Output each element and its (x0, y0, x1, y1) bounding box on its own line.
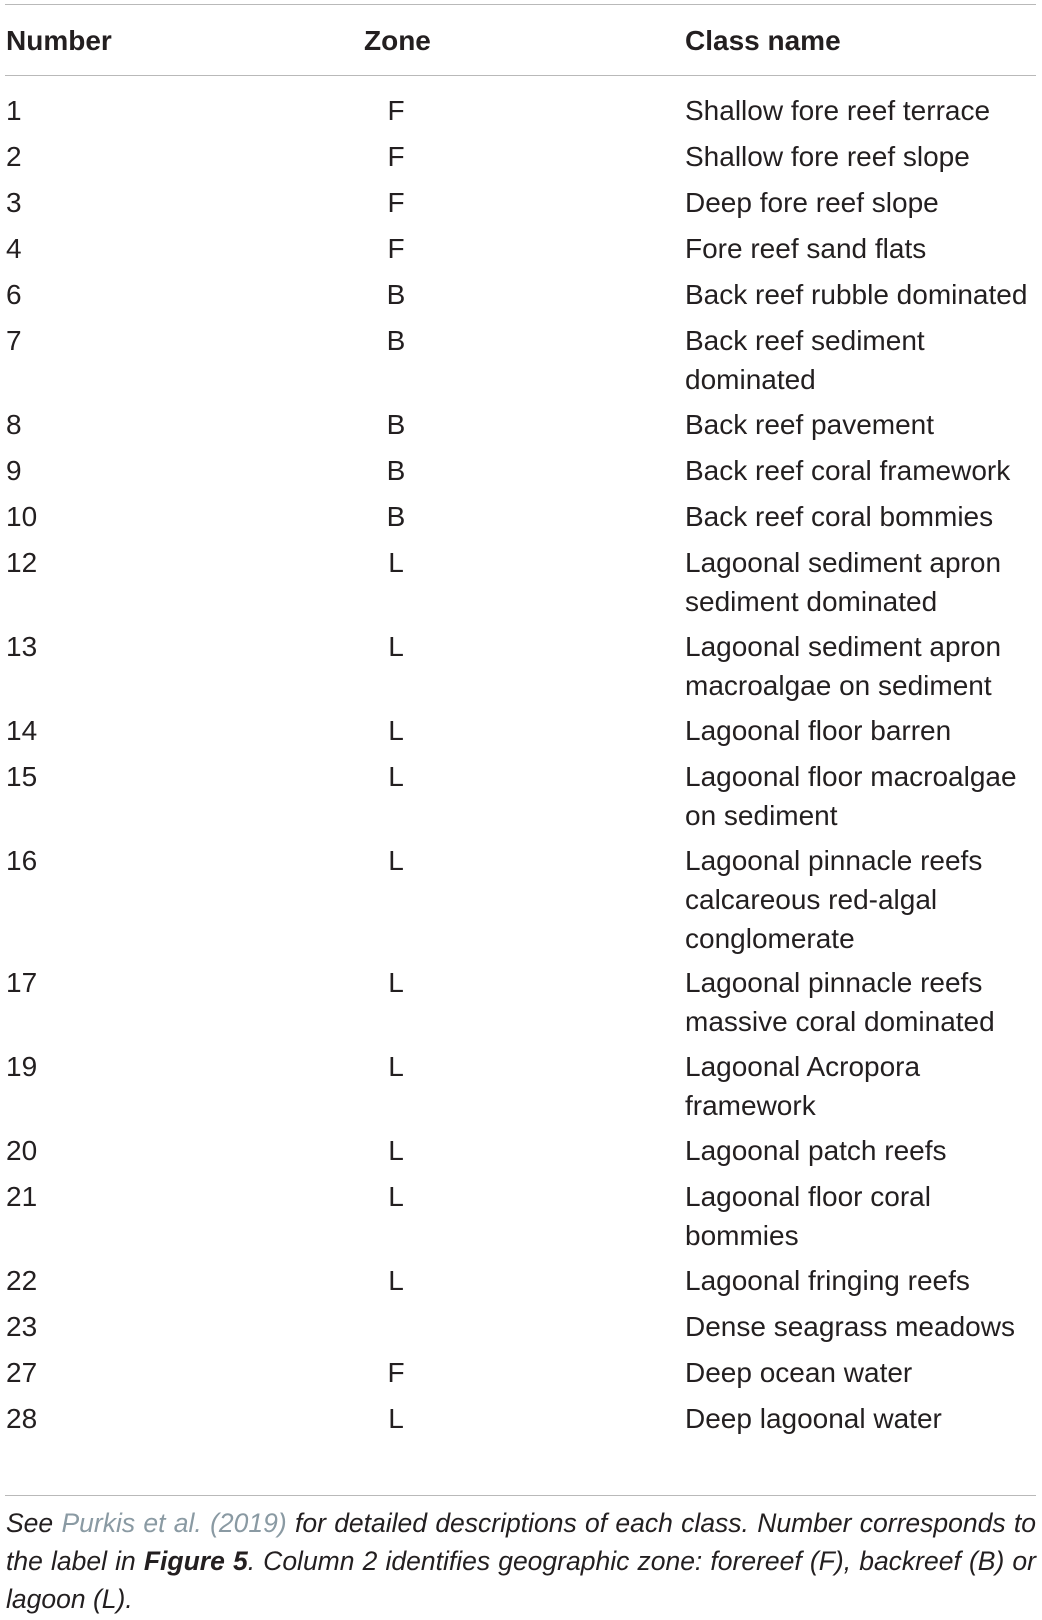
cell-zone: B (386, 409, 406, 440)
table-row (0, 963, 1042, 1047)
table-row (0, 275, 1042, 321)
cell-zone: F (387, 141, 405, 172)
cell-number: 10 (6, 501, 38, 532)
cell-number: 22 (6, 1265, 38, 1296)
cell-number: 17 (6, 967, 38, 998)
table-row (0, 1047, 1042, 1131)
cell-zone: B (386, 455, 406, 486)
table-row (0, 841, 1042, 963)
cell-class-name: Deep ocean water (685, 1357, 913, 1388)
cell-class-name: Shallow fore reef slope (685, 141, 970, 172)
table-bottom-rule (5, 1495, 1036, 1496)
cell-class-name: Lagoonal floor coral bommies (685, 1181, 931, 1251)
cell-class-name: Lagoonal floor barren (685, 715, 952, 746)
cell-zone: L (388, 1051, 404, 1082)
cell-class-name: Lagoonal pinnacle reefs calcareous red-algal conglomerate (685, 845, 983, 954)
cell-zone: L (388, 1403, 404, 1434)
cell-zone: L (388, 631, 404, 662)
cell-class-name: Lagoonal fringing reefs (685, 1265, 970, 1296)
cell-class-name: Deep lagoonal water (685, 1403, 942, 1434)
cell-number: 27 (6, 1357, 38, 1388)
cell-zone: L (388, 967, 404, 998)
cell-number: 19 (6, 1051, 38, 1082)
citation-link[interactable]: Purkis et al. (2019) (61, 1508, 287, 1538)
cell-number: 15 (6, 761, 38, 792)
table-row (0, 321, 1042, 405)
table-row (0, 183, 1042, 229)
table-row (0, 1307, 1042, 1353)
cell-class-name: Back reef sediment dominated (685, 325, 925, 395)
table-row (0, 1177, 1042, 1261)
cell-number: 21 (6, 1181, 38, 1212)
cell-class-name: Deep fore reef slope (685, 187, 939, 218)
cell-class-name: Lagoonal Acropora framework (685, 1051, 921, 1121)
cell-zone: F (387, 233, 405, 264)
table-row (0, 91, 1042, 137)
cell-number: 16 (6, 845, 38, 876)
table-header-rule (5, 75, 1036, 76)
table-body (0, 91, 1042, 1445)
footnote-prefix: See (6, 1508, 62, 1538)
cell-zone: B (386, 501, 406, 532)
cell-class-name: Lagoonal patch reefs (685, 1135, 947, 1166)
cell-number: 1 (6, 95, 22, 126)
cell-class-name: Lagoonal floor macroalgae on sediment (685, 761, 1017, 831)
cell-zone: L (388, 1265, 404, 1296)
cell-number: 14 (6, 715, 38, 746)
cell-number: 13 (6, 631, 38, 662)
cell-class-name: Lagoonal pinnacle reefs massive coral dominated (685, 967, 995, 1037)
header-class-name: Class name (685, 25, 841, 56)
table-row (0, 1131, 1042, 1177)
cell-number: 4 (6, 233, 22, 264)
footnote-suffix: . Column 2 identifies geographic zone: forereef (F), backreef (B) or lagoon (L). (6, 1546, 1036, 1614)
cell-class-name: Dense seagrass meadows (685, 1311, 1015, 1342)
cell-number: 8 (6, 409, 22, 440)
cell-zone: F (387, 187, 405, 218)
table-row (0, 1261, 1042, 1307)
table-row (0, 627, 1042, 711)
cell-number: 28 (6, 1403, 38, 1434)
cell-class-name: Back reef rubble dominated (685, 279, 1028, 310)
header-number: Number (6, 25, 112, 56)
table-row (0, 543, 1042, 627)
table-footnote (6, 1504, 1036, 1618)
table-row (0, 1353, 1042, 1399)
footnote-middle: for detailed descriptions of each class. Number corresponds to the label in (6, 1508, 1036, 1576)
cell-zone: F (387, 1357, 405, 1388)
table-row (0, 497, 1042, 543)
cell-zone: L (388, 715, 404, 746)
cell-class-name: Lagoonal sediment apron macroalgae on sediment (685, 631, 1002, 701)
table-row (0, 757, 1042, 841)
cell-class-name: Lagoonal sediment apron sediment dominated (685, 547, 1002, 617)
cell-zone: L (388, 1135, 404, 1166)
table-row (0, 137, 1042, 183)
cell-class-name: Shallow fore reef terrace (685, 95, 991, 126)
cell-zone: L (388, 845, 404, 876)
cell-zone: F (387, 95, 405, 126)
table-row (0, 711, 1042, 757)
cell-zone: L (388, 547, 404, 578)
figure-reference[interactable]: Figure 5 (143, 1546, 248, 1576)
cell-zone: L (388, 1181, 404, 1212)
cell-number: 9 (6, 455, 22, 486)
cell-number: 23 (6, 1311, 38, 1342)
cell-class-name: Back reef coral framework (685, 455, 1011, 486)
table-row (0, 1399, 1042, 1445)
cell-number: 7 (6, 325, 22, 356)
table-row (0, 405, 1042, 451)
cell-number: 3 (6, 187, 22, 218)
cell-number: 20 (6, 1135, 38, 1166)
cell-class-name: Back reef pavement (685, 409, 935, 440)
cell-number: 2 (6, 141, 22, 172)
cell-zone: B (386, 325, 406, 356)
table-top-rule (5, 4, 1036, 5)
cell-number: 12 (6, 547, 38, 578)
table-row (0, 451, 1042, 497)
header-zone: Zone (364, 25, 431, 56)
table-row (0, 229, 1042, 275)
cell-zone: L (388, 761, 404, 792)
cell-class-name: Back reef coral bommies (685, 501, 994, 532)
cell-zone: B (386, 279, 406, 310)
cell-class-name: Fore reef sand flats (685, 233, 927, 264)
cell-number: 6 (6, 279, 22, 310)
